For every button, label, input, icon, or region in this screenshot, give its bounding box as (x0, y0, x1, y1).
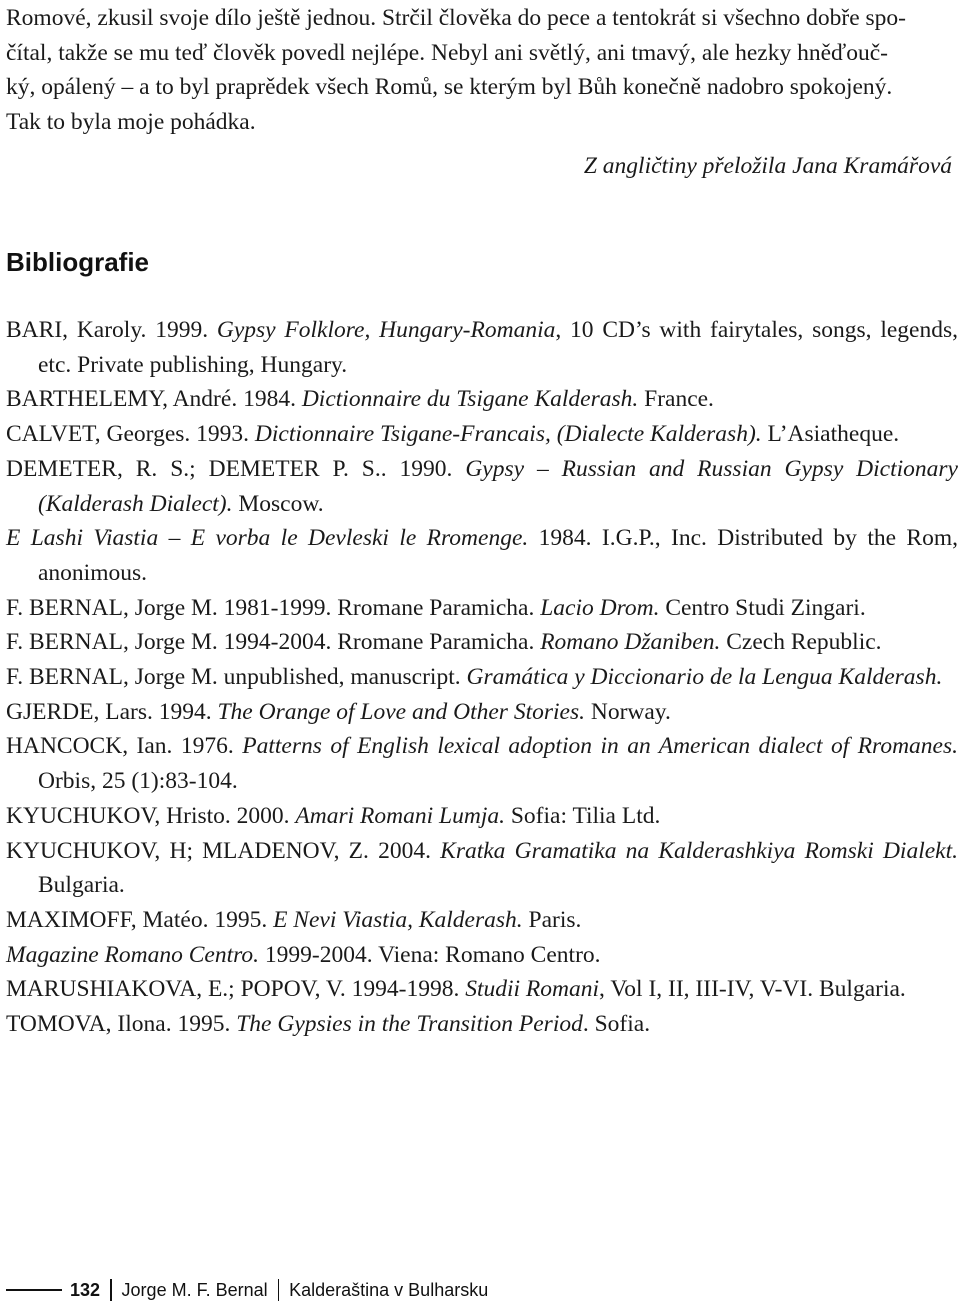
intro-line: čítal, takže se mu teď člověk povedl nejlépe. Nebyl ani světlý, ani tmavý, ale hezky hněďouč- (6, 39, 888, 66)
footer-separator (110, 1279, 112, 1301)
footer-author: Jorge M. F. Bernal (121, 1279, 268, 1300)
bibliography-entry: MAXIMOFF, Matéo. 1995. E Nevi Viastia, Kalderash. Paris. (6, 906, 582, 933)
bibliography-entry: Magazine Romano Centro. 1999-2004. Viena: Romano Centro. (6, 941, 601, 968)
bibliography-entry: CALVET, Georges. 1993. Dictionnaire Tsigane-Francais, (Dialecte Kalderash). L’Asiatheque. (6, 421, 900, 448)
bibliography-entry: BARI, Karoly. 1999. Gypsy Folklore, Hungary-Romania, 10 CD’s with fairytales, songs, legends, etc. Private publishing, Hungary. (6, 317, 958, 378)
bibliography-entry: MARUSHIAKOVA, E.; POPOV, V. 1994-1998. Studii Romani, Vol I, II, III-IV, V-VI. Bulgaria. (6, 976, 906, 1003)
page-number: 132 (70, 1279, 101, 1300)
bibliography-entry: BARTHELEMY, André. 1984. Dictionnaire du Tsigane Kalderash. France. (6, 386, 714, 413)
bibliography-entry: GJERDE, Lars. 1994. The Orange of Love and Other Stories. Norway. (6, 698, 671, 725)
intro-line: Romové, zkusil svoje dílo ještě jednou. Strčil člověka do pece a tentokrát si všechno dobře spo- (6, 5, 906, 31)
section-title: Bibliografie (6, 247, 150, 277)
bibliography-entry: KYUCHUKOV, H; MLADENOV, Z. 2004. Kratka Gramatika na Kalderashkiya Romski Dialekt. Bulgaria. (6, 837, 958, 899)
translator-credit: Z angličtiny přeložila Jana Kramářová (583, 153, 952, 179)
bibliography-entry: E Lashi Viastia – E vorba le Devleski le Rromenge. 1984. I.G.P., Inc. Distributed by the Rom, anonimous. (6, 525, 958, 586)
bibliography-list (6, 313, 958, 1042)
bibliography-entry: F. BERNAL, Jorge M. unpublished, manuscript. Gramática y Diccionario de la Lengua Kalderash. (6, 664, 943, 691)
footer-book-title: Kalderaština v Bulharsku (289, 1279, 489, 1300)
bibliography-entry: F. BERNAL, Jorge M. 1981-1999. Rromane Paramicha. Lacio Drom. Centro Studi Zingari. (6, 594, 866, 621)
intro-line: Tak to byla moje pohádka. (6, 108, 256, 135)
intro-line: ký, opálený – a to byl praprědek všech Romů, se kterým byl Bůh konečně nadobro spokojený. (6, 74, 893, 100)
bibliography-entry: DEMETER, R. S.; DEMETER P. S.. 1990. Gypsy – Russian and Russian Gypsy Dictionary (Kalderash Dialect). Moscow. (6, 455, 958, 517)
page-footer (6, 1276, 488, 1304)
footer-rule (6, 1289, 62, 1291)
bibliography-entry: F. BERNAL, Jorge M. 1994-2004. Rromane Paramicha. Romano Džaniben. Czech Republic. (6, 629, 882, 656)
footer-separator (278, 1279, 280, 1301)
page (6, 0, 958, 1042)
bibliography-entry: HANCOCK, Ian. 1976. Patterns of English lexical adoption in an American dialect of Rromanes. Orbis, 25 (1):83-104. (6, 733, 958, 795)
intro-paragraph (6, 0, 958, 139)
bibliography-entry: TOMOVA, Ilona. 1995. The Gypsies in the Transition Period. Sofia. (6, 1011, 651, 1038)
bibliography-entry: KYUCHUKOV, Hristo. 2000. Amari Romani Lumja. Sofia: Tilia Ltd. (6, 802, 661, 829)
